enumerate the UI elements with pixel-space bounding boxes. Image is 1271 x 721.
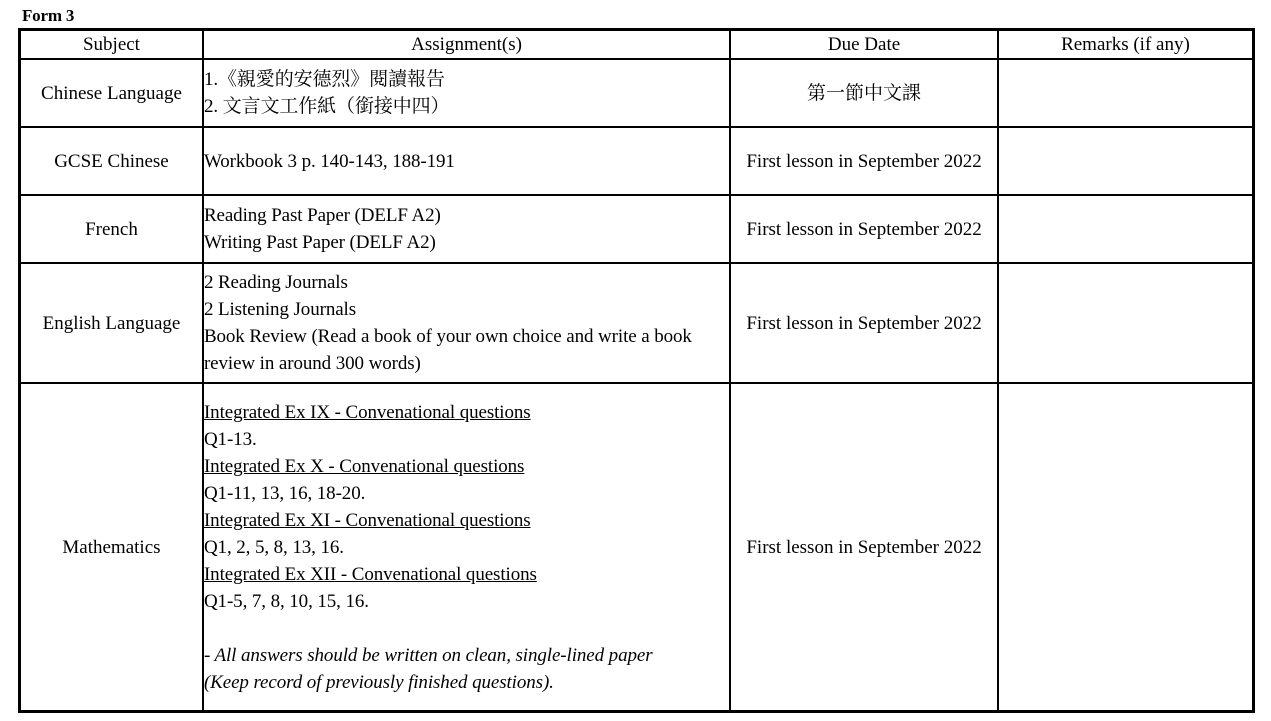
- due-date-cell: First lesson in September 2022: [730, 263, 998, 383]
- question-list: Q1-5, 7, 8, 10, 15, 16.: [203, 590, 369, 612]
- subject-cell: Chinese Language: [20, 59, 203, 127]
- remarks-cell: [998, 383, 1254, 712]
- assignment-line: 2 Reading Journals: [203, 272, 348, 293]
- table-row: [20, 383, 1254, 712]
- assignment-cell: [203, 127, 730, 195]
- assignment-line: Workbook 3 p. 140-143, 188-191: [203, 150, 455, 172]
- assignment-line: Book Review (Read a book of your own choice and write a book: [203, 326, 692, 347]
- assignment-line: 2. 文言文工作紙（銜接中四）: [203, 96, 450, 117]
- assignment-cell: [203, 195, 730, 263]
- question-list: Q1-11, 13, 16, 18-20.: [203, 482, 366, 504]
- subject-cell: Mathematics: [20, 383, 203, 712]
- subject-cell: GCSE Chinese: [20, 127, 203, 195]
- table-row: [20, 195, 1254, 263]
- due-date-cell: First lesson in September 2022: [730, 127, 998, 195]
- assignment-cell: [203, 263, 730, 383]
- due-date-cell: First lesson in September 2022: [730, 195, 998, 263]
- exercise-heading: Integrated Ex X - Convenational questions: [203, 455, 525, 477]
- question-list: Q1-13.: [203, 428, 257, 450]
- remarks-cell: [998, 127, 1254, 195]
- exercise-heading: Integrated Ex IX - Convenational questions: [203, 401, 531, 423]
- table-row: [20, 263, 1254, 383]
- header-assignment: Assignment(s): [203, 30, 730, 60]
- assignment-line: Writing Past Paper (DELF A2): [203, 232, 436, 253]
- header-due-date: Due Date: [730, 30, 998, 60]
- remarks-cell: [998, 59, 1254, 127]
- due-date-cell: First lesson in September 2022: [730, 383, 998, 712]
- table-row: [20, 127, 1254, 195]
- header-remarks: Remarks (if any): [998, 30, 1254, 60]
- remarks-cell: [998, 195, 1254, 263]
- assignment-line: review in around 300 words): [203, 353, 421, 374]
- header-subject: Subject: [20, 30, 203, 60]
- due-date-cell: 第一節中文課: [730, 59, 998, 127]
- spacer: [204, 615, 729, 642]
- form-title: Form 3: [22, 6, 75, 25]
- assignment-line: 2 Listening Journals: [203, 299, 357, 320]
- exercise-heading: Integrated Ex XI - Convenational questions: [203, 509, 531, 531]
- instruction-note: - All answers should be written on clean, single-lined paper: [203, 644, 653, 666]
- assignment-cell: [203, 59, 730, 127]
- remarks-cell: [998, 263, 1254, 383]
- exercise-heading: Integrated Ex XII - Convenational questions: [203, 563, 537, 585]
- homework-table: [18, 28, 1255, 713]
- subject-cell: English Language: [20, 263, 203, 383]
- assignment-line: 1.《親愛的安德烈》閱讀報告: [203, 69, 445, 90]
- assignment-cell: [203, 383, 730, 712]
- table-row: [20, 59, 1254, 127]
- subject-cell: French: [20, 195, 203, 263]
- assignment-line: Reading Past Paper (DELF A2): [203, 205, 441, 226]
- question-list: Q1, 2, 5, 8, 13, 16.: [203, 536, 344, 558]
- instruction-note: (Keep record of previously finished questions).: [203, 671, 554, 693]
- header-row: [20, 30, 1254, 60]
